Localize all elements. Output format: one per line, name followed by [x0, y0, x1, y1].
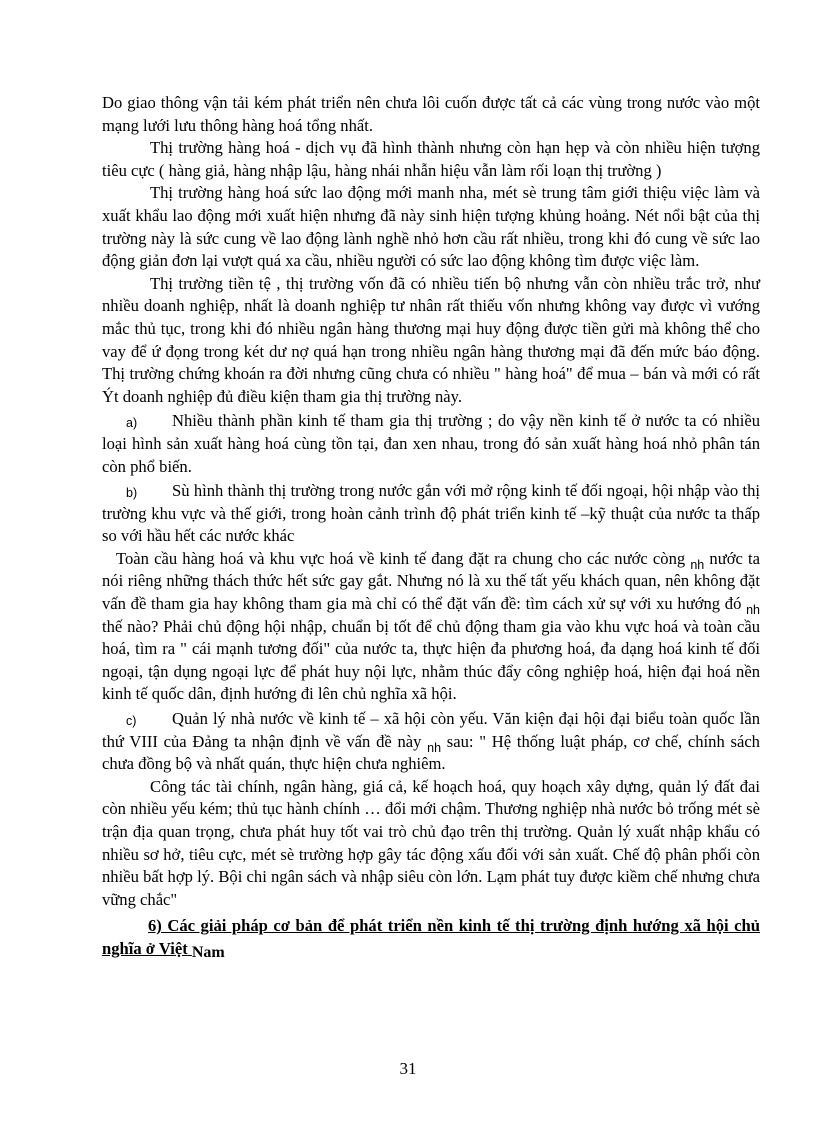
document-body: [102, 92, 760, 961]
list-item-a-text: Nhiều thành phần kinh tế tham gia thị trường ; do vậy nền kinh tế ở nước ta có nhiều loại hình sản xuất hàng hoá cùng tồn tại, đan xen nhau, trong đó sản xuất hàng hoá nhỏ phân tán còn phổ biến.: [102, 411, 760, 476]
list-item-a: [102, 410, 760, 478]
section-heading: [102, 915, 760, 960]
list-item-c-text-1: Quản lý nhà nước về kinh tế – xã hội còn yếu. Văn kiện đại hội đại biểu toàn quốc lần thứ VIII của Đảng ta nhận định về vấn đề này: [102, 709, 760, 751]
paragraph-capital-market: Thị trường tiền tệ , thị trường vốn đã có nhiều tiến bộ nhưng vẫn còn nhiều trắc trở, như nhiều doanh nghiệp, nhất là doanh nghiệp tư nhân rất thiếu vốn nhưng không vay được vì vướng mắc thủ tục, trong khi đó nhiều ngân hàng thương mại huy động được tiền gửi mà không thể cho vay để ứ đọng trong két dư nợ quá hạn trong nhiều ngân hàng thương mại đã đến mức báo động. Thị trường chứng khoán ra đời nhưng cũng chưa có nhiều " hàng hoá" để mua – bán và mới có rất Ýt doanh nghiệp đủ điều kiện tham gia thị trường này.: [102, 273, 760, 406]
list-marker-b: b): [126, 486, 138, 501]
paragraph-globalization: [102, 548, 760, 706]
list-item-c-text-2: sau: " Hệ thống luật pháp, cơ chế, chính sách chưa đồng bộ và nhất quán, thực hiện chưa nghiêm.: [102, 731, 760, 774]
section-heading-tail: Nam: [191, 943, 225, 961]
paragraph-transport: Do giao thông vận tải kém phát triển nên chưa lôi cuốn được tất cả các vùng trong nước vào một mạng lưới lưu thông hàng hoá tổng nhất.: [102, 93, 760, 135]
list-marker-a: a): [126, 416, 138, 431]
list-item-c: [102, 708, 760, 776]
globalization-text-1: Toàn cầu hàng hoá và khu vực hoá về kinh tế đang đặt ra chung cho các nước còng: [116, 548, 686, 568]
stray-subscript-3: nh: [427, 740, 442, 755]
paragraph-administration: Công tác tài chính, ngân hàng, giá cả, kế hoạch hoá, quy hoạch xây dựng, quản lý đất đai còn nhiều yếu kém; thủ tục hành chính … đổi mới chậm. Thương nghiệp nhà nước bỏ trống mét sè trận địa quan trọng, chưa phát huy tốt vai trò chủ đạo trên thị trường. Quản lý xuất nhập khẩu có nhiều sơ hở, tiêu cực, mét sè trường hợp gây tác động xấu đối với sản xuất. Chế độ phân phối còn nhiều bất hợp lý. Bội chi ngân sách và nhập siêu còn lớn. Lạm phát tuy được kiềm chế nhưng chưa vững chắc": [102, 776, 760, 909]
paragraph-goods-market: Thị trường hàng hoá - dịch vụ đã hình thành nhưng còn hạn hẹp và còn nhiều hiện tượng tiêu cực ( hàng giả, hàng nhập lậu, hàng nhái nhẫn hiệu vẫn làm rối loạn thị trường ): [102, 138, 760, 180]
paragraph-labor-market: Thị trường hàng hoá sức lao động mới manh nha, mét sè trung tâm giới thiệu việc làm và xuất khẩu lao động mới xuất hiện nhưng đã này sinh hiện tượng khủng hoảng. Nét nổi bật của thị trường này là sức cung về lao động lành nghề nhỏ hơn cầu rất nhiều, trong khi đó cung về sức lao động giản đơn lại vượt quá xa cầu, nhiều người có sức lao động không tìm được việc làm.: [102, 183, 760, 271]
globalization-text-3: thế nào? Phải chủ động hội nhập, chuẩn bị tốt để chủ động tham gia vào khu vực hoá và toàn cầu hoá, tìm ra " cái mạnh tương đối" của nước ta, thực hiện đa phương hoá, đa dạng hoá kinh tế đối ngoại, tận dụng ngoại lực để phát huy nội lực, nhằm thúc đẩy công nghiệp hoá, hiện đại hoá nền kinh tế quốc dân, định hướng đi lên chủ nghĩa xã hội.: [102, 616, 760, 704]
stray-subscript-1: nh: [690, 557, 705, 572]
page-number: 31: [399, 1059, 417, 1078]
section-heading-text: 6) Các giải pháp cơ bản để phát triển nền kinh tế thị trường định hướng xã hội chủ nghĩa ở Việt: [102, 916, 760, 958]
list-marker-c: c): [126, 714, 137, 729]
globalization-text-2: nước ta nói riêng những thách thức hết sức gay gắt. Nhưng nó là xu thế tất yếu khách quan, nên không đặt vấn đề tham gia hay không tham gia mà chỉ có thể đặt vấn đề: tìm cách xử sự với xu hướng đó: [102, 548, 760, 614]
list-item-b-text: Sù hình thành thị trường trong nước gắn với mở rộng kinh tế đối ngoại, hội nhập vào thị trường khu vực và thế giới, trong hoàn cảnh trình độ phát triển kinh tế –kỹ thuật của nước ta thấp so với hầu hết các nước khác: [102, 481, 760, 546]
stray-subscript-2: nh: [746, 603, 760, 618]
list-item-b: [102, 480, 760, 548]
